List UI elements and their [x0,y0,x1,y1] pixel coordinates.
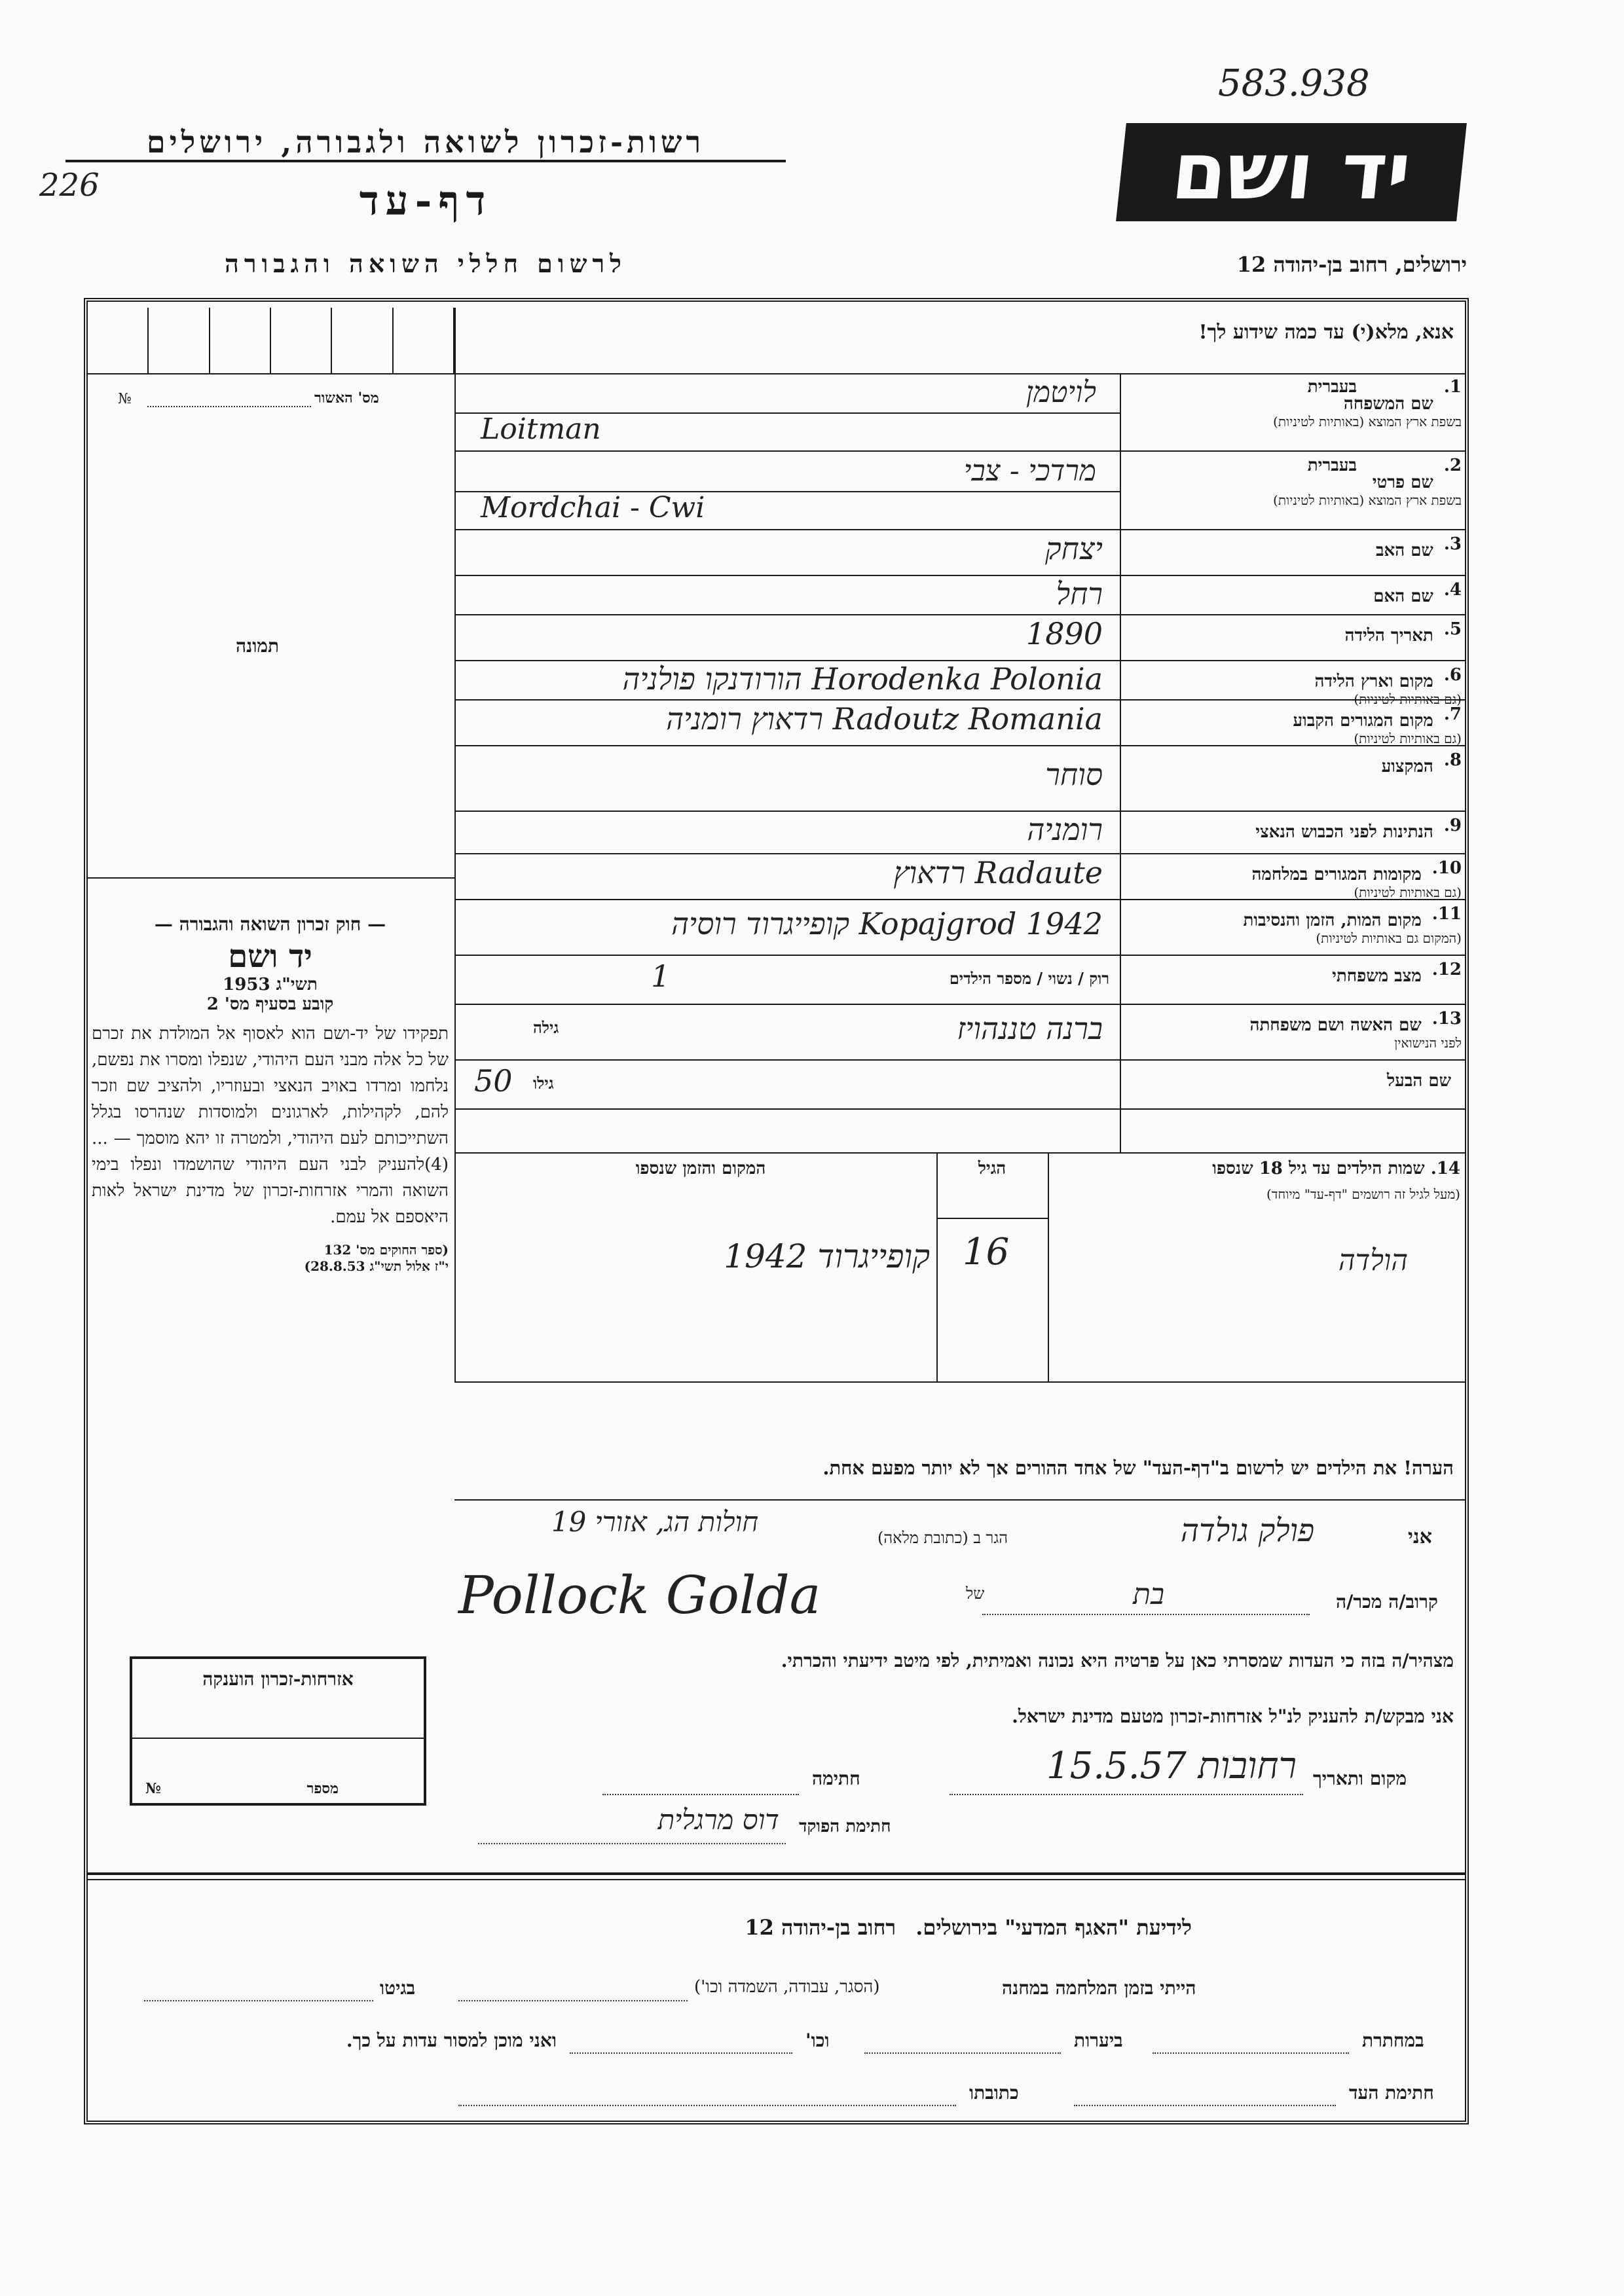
field-label-block [1121,960,1462,986]
note: הערה! את הילדים יש לרשום ב"דף-העד" של אחד ההורים אך לא יותר מפעם אחת. [822,1457,1454,1479]
field-value[interactable]: Horodenka Polonia הורודנקו פולניה [622,661,1103,697]
note-bottom [454,1499,1465,1501]
bottom-l2c: וכו' [805,2030,830,2051]
field-label-block [1121,534,1462,560]
bottom-l3b: כתובתו [969,2082,1019,2104]
field-label: שם האב [1375,541,1433,560]
law-year: 1953 [223,975,270,994]
bottom-l1b: (הסגר, עבודה, השמדה וכו') [694,1977,880,1997]
field-label-block [1121,858,1462,901]
field-row [454,746,1465,812]
bottom-title: לידיעת "האגף המדעי" בירושלים. [915,1915,1192,1940]
field-label-block [1121,904,1462,947]
field-number: 3. [1443,534,1462,554]
decl-sign-line[interactable] [602,1794,799,1795]
child-place: קופייגרוד 1942 [724,1237,930,1275]
field-row [454,900,1465,956]
field-label: מקום וארץ הלידה [1314,672,1433,691]
bottom-sep [88,1872,1465,1875]
decl-place-date-label: מקום ותאריך [1313,1768,1407,1789]
field-label: מקום המות, הזמן והנסיבות [1243,911,1422,930]
age-label: גילה [533,1018,559,1037]
bottom-l2d: ואני מוכן למסור עדות על כך. [346,2030,557,2051]
marital-options: רוק / נשוי / מספר הילדים [949,969,1109,988]
field-row [454,1061,1465,1110]
margin-note: 226 [39,167,100,204]
decl-of-line[interactable] [982,1614,1310,1615]
law-title: — חוק זכרון השואה והגבורה — [154,913,386,935]
field-label-block [1121,1009,1462,1051]
form-title: דף-עד [359,177,492,225]
field-sublabel: (גם באותיות לטיניות) [1354,691,1462,707]
field-label: שם הבעל [1386,1071,1451,1091]
field-value[interactable]: רומניה [1027,812,1103,847]
decl-of-label: של [966,1584,985,1603]
approval-line[interactable] [147,406,311,407]
approval-label: מס' האשור [314,390,379,407]
field-label-block [1121,816,1462,842]
decl-relation-label: קרוב/ה מכר/ה [1336,1591,1438,1613]
field-lang: בעברית [1307,456,1357,475]
field-value[interactable]: Radaute רדאוץ [893,855,1103,890]
field-number: 13. [1431,1009,1462,1029]
field-value[interactable]: 1890 [1025,616,1103,651]
record-number: 583.938 [1218,62,1370,105]
bottom-l1a: הייתי בזמן המלחמה במחנה [1002,1977,1196,1999]
decl-statement: מצהיר/ה בזה כי העדות שמסרתי כאן על פרטיה היא נכונה ואמיתית, לפי מיטב ידיעתי והכרתי. [781,1650,1454,1671]
decl-place-date-line[interactable] [950,1794,1303,1795]
age-label: גילו [533,1074,554,1093]
field-row [454,373,1465,452]
decl-request: אני מבקש/ת להעניק לנ"ל אזרחות-זכרון מטעם מדינת ישראל. [1012,1705,1454,1727]
field-number: 5. [1443,619,1462,639]
field-label: שם האם [1373,587,1433,606]
field-label: מקומות המגורים במלחמה [1251,865,1422,884]
law-clause: קובע בסעיף מס' 2 [206,994,334,1014]
field-value[interactable]: Kopajgrod 1942 קופייגרוד רוסיה [671,905,1103,941]
field-label: מקום המגורים הקבוע [1293,711,1433,731]
children-col-age: הגיל [978,1159,1006,1178]
children-col-line1 [1048,1152,1049,1381]
field-label: הנתינות לפני הכבוש הנאצי [1255,822,1433,842]
decl-i-label: אני [1408,1525,1432,1548]
field-row [454,812,1465,854]
field-label-block [1121,704,1462,747]
bottom-l3-line2[interactable] [458,2105,956,2106]
field-number: 12. [1431,960,1462,979]
children-top [454,1152,1465,1154]
field-row [454,956,1465,1005]
certificate-title: אזרחות-זכרון הוענקה [202,1668,354,1690]
decl-lives-value: חולות הג, אזורי 19 [551,1506,759,1538]
bottom-l2a: במחתרת [1362,2030,1424,2051]
children-sub: (מעל לגיל זה רושמים "דף-עד" מיוחד) [1266,1186,1460,1202]
field-sublabel: (גם באותיות לטיניות) [1354,884,1462,900]
field-label-block [1121,1065,1462,1091]
field-number: 1. [1443,377,1462,397]
field-number: 11. [1431,904,1462,924]
field-sublabel: (גם באותיות לטיניות) [1354,731,1462,746]
field-number: 4. [1443,580,1462,600]
field-value[interactable]: Radoutz Romania רדאוץ רומניה [666,701,1103,737]
digit-boxes [88,308,454,373]
photo-label: תמונה [236,635,280,657]
decl-signature: Pollock Golda [458,1565,821,1626]
field-row [454,854,1465,900]
bottom-l3a: חתימת העד [1349,2082,1434,2104]
certificate-box [130,1656,426,1806]
field-row [454,615,1465,661]
field-sublabel: בשפת ארץ המוצא (באותיות לטיניות) [1273,492,1462,508]
bottom-sep2 [88,1879,1465,1880]
decl-lives-label: הגר ב (כתובת מלאה) [877,1529,1008,1547]
field-lang: בעברית [1307,377,1357,397]
field-row [454,452,1465,530]
field-value[interactable]: רחל [1056,576,1103,611]
field-sublabel: (המקום גם באותיות לטיניות) [1316,930,1462,946]
field-mid-line [454,412,1120,414]
children-col-line2 [936,1152,938,1381]
org-line: רשות-זכרון לשואה ולגבורה, ירושלים [65,124,786,162]
decl-officer-value: דוס מרגלית [657,1804,779,1836]
field-value[interactable]: ברנה טננהויז [957,1010,1103,1046]
child-age: 16 [963,1231,1010,1273]
field-label: המקצוע [1381,757,1433,776]
field-number: 2. [1443,456,1462,475]
field-latin-value: Mordchai - Cwi [481,491,705,524]
bottom-header [471,1915,1192,1940]
certificate-number: מספר [306,1780,339,1797]
bottom-l2-line3[interactable] [570,2052,792,2054]
bottom-l1-line1[interactable] [458,2000,688,2001]
law-text: תפקידו של יד-ושם הוא לאסוף אל המולדת את זכרם של כל אלה מבני העם היהודי, שנפלו ומסרו את נפשם, נלחמו ומרדו באויב הנאצי ובעוזריו, ולהציב שם וזכר להם, לקהילות, לארגונים ולמוסדות שנהרסו בגלל השתייכותם לעם היהודי, ולמטרה זו יהא מוסמך — ...(4)להעניק לבני העם היהודי שהושמדו ונפלו בימי השואה והמרי אזרחות-זכרון של מדינת ישראל לאות היאספם אל עמם. [92,1024,449,1227]
field-sublabel: לפני הנישואין [1394,1035,1462,1051]
field-label-block [1121,750,1462,776]
note-top [454,1381,1465,1383]
field-sublabel: בשפת ארץ המוצא (באותיות לטיניות) [1273,414,1462,429]
decl-officer-line[interactable] [478,1843,786,1844]
field-label: שם פרטי [1372,473,1433,492]
decl-officer-label: חתימת הפוקד [799,1817,891,1836]
field-label: מצב משפחתי [1332,966,1422,986]
bottom-l3-line1[interactable] [1074,2105,1336,2106]
photo-divider [88,877,454,879]
address: ירושלים, רחוב בן-יהודה 12 [1236,252,1467,277]
field-number: 9. [1443,816,1462,835]
field-label-block [1121,456,1462,509]
field-value[interactable]: 50 [474,1063,513,1099]
law-source: (ספר החוקים מס' 132 [323,1242,449,1258]
field-row [454,701,1465,746]
form-subtitle: לרשום חללי השואה והגבורה [225,249,627,278]
field-number: 7. [1443,704,1462,724]
approval-no: № [118,391,132,407]
law-year-heb: תשי"ג [276,975,318,994]
field-row [454,1005,1465,1061]
field-label-block [1121,377,1462,430]
bottom-l2b: ביערות [1074,2030,1123,2051]
decl-place-date-value: רחובות 15.5.57 [1046,1745,1297,1787]
bottom-address: רחוב בן-יהודה 12 [745,1915,896,1940]
children-col-place: המקום והזמן שנספו [635,1159,766,1178]
bottom-l2-line1[interactable] [1153,2052,1349,2054]
intro-text: אנא, מלא(י) עד כמה שידוע לך! [1198,321,1454,344]
field-value[interactable]: יצחק [1044,531,1103,566]
field-label-block [1121,580,1462,606]
yad-vashem-logo: יד ושם [1116,123,1467,221]
field-label: שם האשה ושם משפחתה [1249,1015,1422,1035]
field-row [454,576,1465,615]
field-number: 6. [1443,665,1462,685]
decl-i-value: פולק גולדה [1180,1512,1315,1549]
field-hebrew-value: לויטמן [1025,376,1096,409]
field-value[interactable]: 1 [651,958,671,994]
bottom-l1-line2[interactable] [144,2000,373,2001]
certificate-no: № [145,1780,161,1797]
field-number: 10. [1431,858,1462,878]
bottom-l2-line2[interactable] [864,2052,1061,2054]
field-row [454,530,1465,576]
law-box [92,913,449,1275]
field-label: תאריך הלידה [1344,626,1433,646]
children-label: 14. שמות הילדים עד גיל 18 שנספו [1212,1159,1460,1178]
field-value[interactable]: סוחר [1045,757,1103,792]
decl-relation-value: בת [1133,1578,1165,1611]
child-name: הולדה [1338,1244,1408,1277]
decl-sign-label: חתימה [812,1768,860,1789]
law-date: י"ז אלול תשי"ג 28.8.53) [304,1258,449,1274]
bottom-l1c: בגיטו [380,1977,416,1999]
law-name: יד ושם [228,938,312,975]
field-label-block [1121,619,1462,646]
field-latin-value: Loitman [481,412,601,446]
field-hebrew-value: מרדכי - צבי [963,454,1096,488]
children-header-line [936,1218,1048,1219]
field-row [454,661,1465,707]
field-mid-line [454,491,1120,492]
field-label: שם המשפחה [1343,394,1433,414]
field-number: 8. [1443,750,1462,770]
